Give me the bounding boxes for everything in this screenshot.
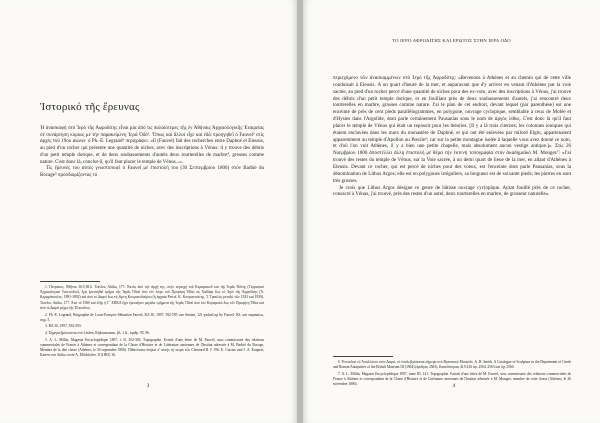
paragraph: Τίς ἔρευνές του αὐτές γνωστοποιεῖ ὁ Fauvel μέ ἐπιστολή του (30 Σεπτεμβρίου 1806) στόν Barbié du Bocage⁵ προσδιορίζοντας τό (40, 166, 264, 178)
footnote: 4. Σήμερα βρίσκονται στό Leiden, Rijksmuseum, βλ. 1.Δ., ἀριθμ. 95, 96. (45, 331, 150, 336)
footnote: 2. Ph.-E. Legrand, Biographie de Louis-François-Sébastien Fauvel, RA 30, 1897, 592-595 van Straten, 121-picked up by Fauvel- Βλ. καί παρακάτω, σημ. 5. (40, 312, 264, 322)
footnote-divider (40, 281, 100, 282)
page-number: 3 (146, 384, 150, 389)
page-number: 4 (452, 384, 456, 389)
running-head: ΤΟ ΙΕΡΟ ΑΦΡΟΔΙΤΗΣ ΚΑΙ ΕΡΩΤΟΣ ΣΤΗΝ ΙΕΡΑ ΟΔΟ (392, 38, 511, 43)
left-footnotes (40, 285, 264, 360)
left-page (0, 0, 297, 423)
right-page (303, 0, 600, 423)
footnote: 1. Πετράκος, Ἀθῆναι 36.3-38.6. Travlos, Attika, 177: Ἐκτός ἀπό τήν ἀρχή της, στήν περιοχή τοῦ Κεραμεικοῦ καί τῆς Ἱερᾶς Πύλης (Γερμανικό Ἀρχαιολογικό Ἰνστιτοῦτο), ἔχει ἐρευνηθεῖ τμῆμα τῆς Ἱερᾶς Ὁδοῦ ἀπό τόν λόφο τοῦ Προφήτη Ἠλία ὡς Χαϊδάρι ἕως τό Ἱερό τῆς Ἀφροδίτης (Ἀ. Κεραμόπουλος, 1891-1892) καί ἀπό τό Δαφνί ἕως τή λίμνη Κουμουνδούρου (ἡ ἀρχαία Ρειτοί. Κ. Κουρουνιώτης, Ἰ. Τραυλός μεταξύ τῶν 1932 καί 1939). Travlos, Attika, 177. Ἀπό τό 1960 καί ἑξῆς ἡ Γ´ ΕΠΚΑ ἔχει ἐρευνήσει μεγάλα τμήματα τῆς Ἱερᾶς Ὁδοῦ ἀπό τόν Κεραμεικό ἕως τόν Προφήτη Ἠλία καί ἀπό τό Δαφνί μέχρι τῆς Ἐλευσῖνος. (40, 285, 264, 310)
paragraph: περιεχόμενο τῶν ἀνασκαμμένων στό Ἱερό τῆς Ἀφροδίτης: «Revenons à Athènes et au chemin qui de cette ville conduisait à Eleusis. A un quart d'heure de la mer, et auparavant que d'y arriver en venant d'Athènes par la voie sacrée, au pied d'un rocher percé d'une quantité de niches pour des ex-voto, avec des inscriptions à Vénus, j'ai trouvé des débris d'un petit temple dorique, et en fouillant près de deux soubassements d'autels, j'ai rencontré deux tourterelles en marbre, grosses comme nature. J'ai le plan de cet endroit, devant lequel (par parenthèse) est une enceinte de près de cent pieds parallélogrammes, en polygone, ouvrage cyclopique, semblable à ceux de Molée et d'Hysies dans l'Argolide, dont parle certainement Pausanias sous le nom de ἀργὸς λίθος. C'est donc là qu'il faut placer le temple de Vénus qui était un reposoir pour les théories. [Il y a là trois citernes; les colonnes ioniques qui étaient enclavées dans les murs du monastère de Daphné, et qui ont été enlevées par milord Elgin, appartenaient apparemment au temple d'Apollon au Pœcile⁶; car sur la petite montagne isolée à laquelle vous avez donné ce nom, et d'où l'on voit Athènes, il y a bien une petite chapelle, mais absolument aucun vestige antique.]». Στίς 26 Νοεμβρίου 1806 ἀποστέλλει ἄλλη ἐπιστολή μέ θέμα τήν ἐκτενή τοπογραφία στόν ἀκαδημαϊκό M. Mongez⁷: «J'ai trouvé des restes du temple de Vénus, sur la Voie sacrée, à un demi quart de lieue de la mer, en allant d'Athènes à Eleusis. Devant ce rocher, qui est percé de niches pour des voeux, est l'enceinte dont parle Pausanias, sous la dénomination de Lithos Argos; elle est en polygones irréguliers, sa longueur est de soixante pieds; les pierres en sont très grosses. (333, 75, 571, 184)
left-body-text (40, 126, 264, 180)
paragraph: Je crois que Lithos Argos désigne ce genre de bâtisse ouvrage cyclopique. Ayant fouillé près de ce rocher, consacré à Vénus, j'ai trouvé, près des restes d'un autel, deux tourterelles en marbre, de grosseur naturelle». (333, 184, 571, 198)
footnote: 3. RA 30, 1897, 592-593. (45, 324, 82, 329)
right-body-text (333, 75, 571, 198)
footnote: 7. A. L. Millin, Magasin Encyclopédique 1807, tome III, 141. Topographie. Extrait d'une lettre de M. Fauvel, sous commissaire des relations commerciales de France à Athènes et correspondant de la Classe d'Histoire et de Littérature anciennes de l'Institut adressée à M. Mongez, membre de cette classe (Athènes, le 26 novembre 1806). (333, 371, 571, 387)
paragraph: Ἡ ἀνασκαφή στό Ἱερό τῆς Ἀφροδίτης εἶναι μία ἀπό τις παλαιότερες τῆς ἐν Ἀθήναις Ἀρχαιολογικῆς Ἑταιρείας σέ συνάρτηση κυρίως μέ τήν παρακείμενη Ἱερά Ὁδό¹. Ὅπως καί ἄλλοί εἶχε καί ἐδῶ προηγηθεῖ ὁ Fauvel² στίς ἀρχές τοῦ 19ου αἰώνα· ὁ Ph.-E. Legrand³ περιγράφει: «Il (Fauvel) fait des recherches entre Daphné et Eleusis, au pied d'un rocher qui présente une quantité de niches, avec des inscriptions à Vénus: il y trouve des débris d'un petit temple dorique, et de deux soubassements d'autels deux tourterelles de marbre⁴, grosses comme nature. C'est donc là, conclut-il, qu'il faut placer le temple de Vénus...». (40, 126, 264, 165)
chapter-title: Ἱστορικό τῆς ἔρευνας (40, 101, 140, 113)
footnote: 6. Ἐννοεῖται τό Ἀπολλώνιο στόν Δαφνί, τό ὁποῖο βρίσκεται σήμερα στό Βρετανικό Μουσεῖο. A. H. Smith, A Catalogue of Sculpture in the Department of Greek and Roman Antiquities of the British Museum III (1904) (ἀριθμός 2563), Καποδίστριας 415-416 ἀρ. 2564. 2563 καί ὅχι 2560. (333, 360, 571, 370)
footnote: 5. A. L. Millin, Magasin Encyclopédique 1807, t. II, 302-303: Topographie. Extrait d'une lettre de M. Fauvel, sous commissaire des relations commerciales de France à Athènes et correspondant de la Classe d'Histoire et de Littérature anciennes de l'Institut adressée à M. Barbié du Bocage, Membre de la dite classe (Athènes, le 30 septembre 1806). Πιθανότατα ἀνήκει σ' αὐτήν τή σειρά τῶν Cleonard II 1² 196: Ε. Curtius und J. A. Kaupert, Karten von Attika, texte A. Milchhöfer, II (1883) 16. (40, 337, 264, 358)
footnote-divider (333, 356, 393, 357)
